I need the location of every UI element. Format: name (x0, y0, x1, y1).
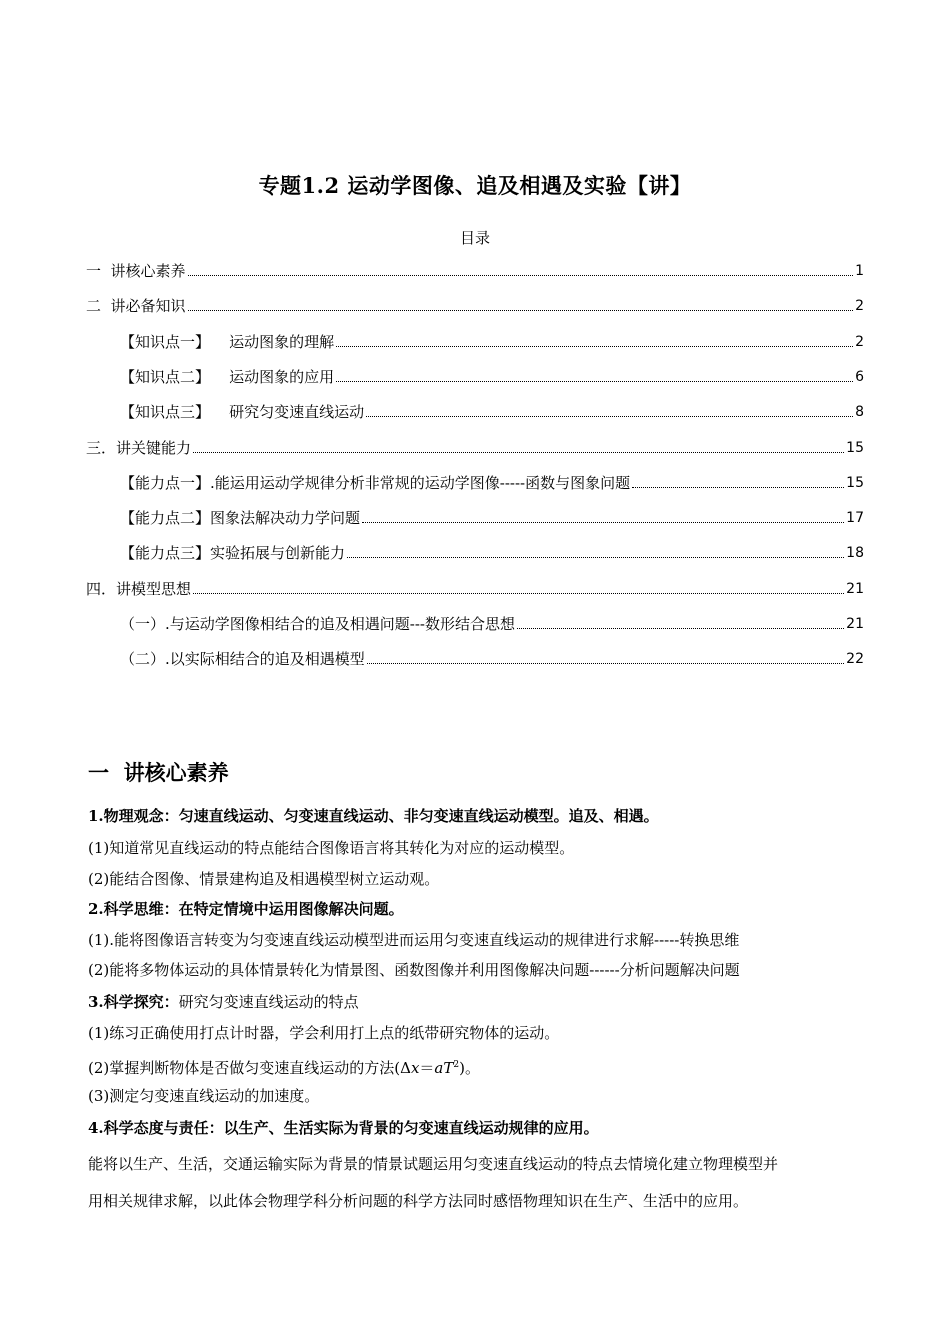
paragraph-attitude-title: 4.科学态度与责任：以生产、生活实际为背景的匀变速直线运动规律的应用。 (88, 1119, 599, 1137)
toc-entry-label: 二 讲必备知识 (86, 297, 186, 315)
toc-dot-leader (193, 593, 844, 594)
toc-entry[interactable] (86, 294, 864, 316)
toc-entry[interactable] (120, 365, 864, 387)
toc-entry[interactable] (120, 647, 864, 669)
toc-entry-label: 【知识点三】 研究匀变速直线运动 (120, 403, 365, 421)
formula-x: x (410, 1059, 420, 1077)
scientific-inquiry-text: 研究匀变速直线运动的特点 (178, 993, 359, 1011)
paragraph-physics-concept-item-2: (2)能结合图像、情景建构追及相遇模型树立运动观。 (88, 870, 440, 888)
toc-entry-page-number: 1 (855, 263, 864, 279)
paragraph-scientific-thinking-title: 2.科学思维：在特定情境中运用图像解决问题。 (88, 900, 404, 918)
toc-entry-label: 【知识点二】 运动图象的应用 (120, 368, 335, 386)
toc-dot-leader (188, 310, 854, 311)
toc-entry-label: 【能力点一】.能运用运动学规律分析非常规的运动学图像-----函数与图象问题 (120, 474, 631, 492)
formula-prefix: (2)掌握判断物体是否做匀变速直线运动的方法(Δ (88, 1059, 411, 1077)
toc-dot-leader (362, 522, 844, 523)
toc-entry-label: 【知识点一】 运动图象的理解 (120, 333, 335, 351)
toc-dot-leader (366, 416, 853, 417)
section-heading-core-literacy: 一 讲核心素养 (88, 761, 229, 785)
toc-entry-label: （一）.与运动学图像相结合的追及相遇问题---数形结合思想 (120, 615, 515, 633)
paragraph-attitude-text-line-1: 能将以生产、生活，交通运输实际为背景的情景试题运用匀变速直线运动的特点去情境化建立物理模型并 (88, 1155, 779, 1173)
toc-entry[interactable] (120, 471, 864, 493)
paragraph-scientific-thinking-item-2: (2)能将多物体运动的具体情景转化为情景图、函数图像并利用图像解决问题------分析问题解决问题 (88, 961, 740, 979)
toc-entry-page-number: 21 (846, 616, 864, 632)
paragraph-physics-concept-title: 1.物理观念：匀速直线运动、匀变速直线运动、非匀变速直线运动模型。追及、相遇。 (88, 807, 659, 825)
toc-dot-leader (336, 381, 853, 382)
toc-entry[interactable] (120, 612, 864, 634)
toc-entry-page-number: 21 (846, 581, 864, 597)
paragraph-scientific-inquiry-item-1: (1)练习正确使用打点计时器，学会利用打上点的纸带研究物体的运动。 (88, 1024, 560, 1042)
toc-dot-leader (632, 487, 844, 488)
toc-dot-leader (188, 275, 854, 276)
toc-dot-leader (517, 628, 844, 629)
paragraph-attitude-text-line-2: 用相关规律求解，以此体会物理学科分析问题的科学方法同时感悟物理知识在生产、生活中的应用。 (88, 1192, 749, 1210)
toc-dot-leader (336, 346, 853, 347)
scientific-inquiry-label: 3.科学探究： (88, 993, 179, 1011)
toc-entry-page-number: 15 (846, 475, 864, 491)
document-title: 专题1.2 运动学图像、追及相遇及实验【讲】 (258, 173, 692, 198)
toc-entry-page-number: 6 (855, 369, 864, 385)
formula-equals: ＝ (419, 1059, 435, 1077)
formula-T: T (443, 1059, 454, 1077)
toc-entry[interactable] (86, 577, 864, 599)
toc-entry-label: 四．讲模型思想 (86, 580, 192, 598)
toc-entry[interactable] (120, 506, 864, 528)
toc-entry-page-number: 22 (846, 651, 864, 667)
paragraph-scientific-inquiry-title (88, 992, 359, 1012)
paragraph-scientific-inquiry-item-2 (88, 1055, 480, 1078)
paragraph-scientific-thinking-item-1: (1).能将图像语言转变为匀变速直线运动模型进而运用匀变速直线运动的规律进行求解-----转换思维 (88, 931, 740, 949)
formula-suffix: )。 (459, 1059, 480, 1077)
paragraph-physics-concept-item-1: (1)知道常见直线运动的特点能结合图像语言将其转化为对应的运动模型。 (88, 839, 575, 857)
toc-entry-page-number: 8 (855, 404, 864, 420)
toc-entry[interactable] (86, 436, 864, 458)
toc-entry-page-number: 2 (855, 298, 864, 314)
formula-a: a (434, 1059, 444, 1077)
toc-entry-page-number: 15 (846, 440, 864, 456)
toc-entry[interactable] (86, 259, 864, 281)
toc-entry-label: 【能力点三】实验拓展与创新能力 (120, 544, 346, 562)
toc-heading: 目录 (459, 229, 490, 247)
toc-entry-page-number: 2 (855, 334, 864, 350)
toc-dot-leader (367, 663, 844, 664)
toc-dot-leader (347, 557, 844, 558)
formula-exponent: 2 (453, 1060, 460, 1070)
toc-entry-label: （二）.以实际相结合的追及相遇模型 (120, 650, 365, 668)
toc-dot-leader (193, 452, 844, 453)
toc-entry-label: 一 讲核心素养 (86, 262, 186, 280)
toc-entry-label: 三．讲关键能力 (86, 439, 192, 457)
toc-entry-page-number: 18 (846, 545, 864, 561)
toc-entry[interactable] (120, 541, 864, 563)
toc-entry-page-number: 17 (846, 510, 864, 526)
toc-entry[interactable] (120, 330, 864, 352)
toc-entry[interactable] (120, 400, 864, 422)
toc-entry-label: 【能力点二】图象法解决动力学问题 (120, 509, 361, 527)
paragraph-scientific-inquiry-item-3: (3)测定匀变速直线运动的加速度。 (88, 1087, 320, 1105)
